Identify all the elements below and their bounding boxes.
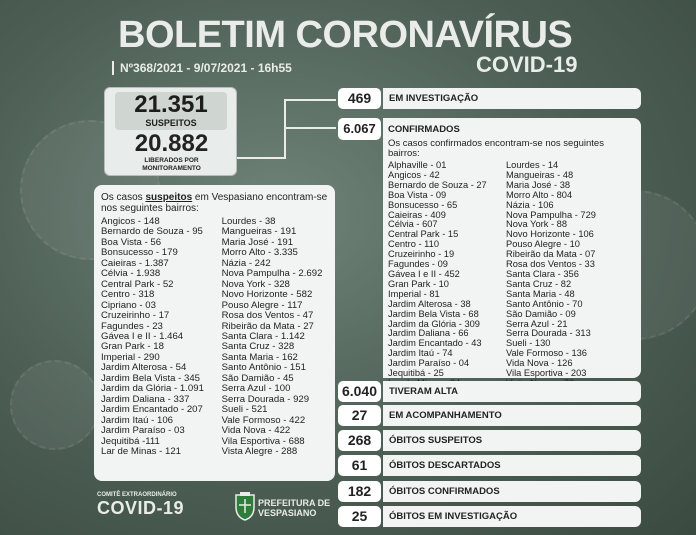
neighborhood-item: Centro - 110 [388, 239, 439, 250]
committee-logo [97, 492, 184, 519]
neighborhood-item: Boa Vista - 56 [101, 236, 162, 248]
neighborhood-item: Imperial - 81 [388, 288, 440, 299]
neighborhood-item: Alphaville - 01 [388, 160, 447, 170]
stat-label: ÓBITOS EM INVESTIGAÇÃO [383, 506, 641, 527]
stat-number: 182 [338, 481, 381, 502]
neighborhood-item: São Damião - 09 [506, 308, 576, 319]
confirmed-panel [383, 118, 641, 378]
intro-bold: suspeitos [145, 192, 193, 203]
neighborhood-item: Jequitibá -111 [101, 435, 160, 447]
neighborhood-item: Sueli - 130 [506, 338, 551, 349]
bulletin-info: Nº368/2021 - 9/07/2021 - 16h55 [112, 61, 292, 75]
neighborhood-item: Jardim Itaú - 106 [101, 414, 173, 426]
neighborhood-item: Jardim da Glória - 309 [388, 318, 480, 329]
neighborhood-item: Jardim Alterosa - 38 [388, 298, 471, 309]
neighborhood-item: Jardim Paraíso - 03 [101, 425, 185, 437]
neighborhood-item: Cruzeirinho - 19 [388, 249, 455, 260]
neighborhood-item: Mangueiras - 48 [506, 169, 574, 180]
neighborhood-item: Novo Horizonte - 582 [221, 289, 313, 301]
neighborhood-item: Jequitibá - 25 [388, 368, 444, 379]
neighborhood-item: Jardim Daliana - 66 [388, 328, 469, 339]
stat-number: 469 [338, 88, 381, 109]
suspects-box [115, 92, 227, 130]
neighborhood-item: Fagundes - 23 [101, 320, 163, 332]
confirmed-number: 6.067 [338, 118, 381, 140]
neighborhood-item: Vale Formoso - 136 [506, 348, 587, 359]
neighborhood-item: Jardim da Glória - 1.091 [101, 383, 204, 395]
neighborhood-item: Vida Nova - 422 [221, 425, 291, 437]
neighborhood-item: Lourdes - 38 [221, 216, 276, 227]
neighborhood-item: Maria José - 38 [506, 179, 571, 190]
neighborhood-item: Bernardo de Souza - 27 [388, 179, 487, 190]
neighborhood-item: Vista Alegre - 288 [221, 445, 298, 457]
neighborhood-item: Ribeirão da Mata - 27 [221, 320, 314, 332]
neighborhood-item: Angicos - 42 [388, 169, 440, 180]
neighborhood-item: Central Park - 15 [388, 229, 459, 240]
stat-number: 268 [338, 430, 381, 451]
neighborhood-item: Nova York - 88 [506, 219, 567, 230]
intro-text: em Vespasiano encontram-se nos seguintes bairros: [101, 192, 328, 214]
stat-label: ÓBITOS DESCARTADOS [383, 455, 641, 476]
neighborhood-item: Jardim Encantado - 207 [101, 404, 203, 416]
confirmed-section [338, 118, 605, 378]
suspects-panel [94, 185, 335, 481]
neighborhood-item: Rosa dos Ventos - 47 [221, 310, 314, 322]
neighborhood-item: Vila Esportiva - 688 [221, 435, 305, 447]
neighborhood-item: Centro - 318 [101, 289, 155, 301]
neighborhood-item: Vila Esportiva - 203 [506, 368, 587, 379]
prefeitura-line: PREFEITURA DE [258, 498, 331, 508]
neighborhood-item: Cruzeirinho - 17 [101, 310, 170, 322]
neighborhood-item: Novo Horizonte - 106 [506, 229, 594, 240]
neighborhood-item: Jardim Paraíso - 04 [388, 358, 470, 369]
neighborhood-item: Célvia - 607 [388, 219, 438, 230]
neighborhood-item: Jardim Itaú - 74 [388, 348, 453, 359]
neighborhood-item: Lar de Minas - 121 [101, 445, 181, 457]
intro-text: Os casos [101, 192, 146, 203]
neighborhood-item: Jardim Daliana - 337 [101, 393, 190, 405]
neighborhood-item: Santa Cruz - 82 [506, 278, 572, 289]
neighborhood-item: Boa Vista - 09 [388, 189, 447, 200]
neighborhood-item: Santa Clara - 356 [506, 268, 579, 279]
neighborhood-item: Názia - 106 [506, 199, 554, 210]
neighborhood-item: Mangueiras - 191 [221, 226, 297, 238]
neighborhood-item: São Damião - 45 [221, 372, 294, 384]
neighborhood-item: Vida Nova - 126 [506, 358, 573, 369]
neighborhood-item: Caieiras - 409 [388, 209, 446, 220]
confirmed-intro: Os casos confirmados encontram-se nos seguintes bairros: [388, 138, 604, 159]
neighborhood-item: Imperial - 290 [101, 351, 160, 363]
neighborhood-item: Bonsucesso - 179 [101, 247, 178, 259]
neighborhood-item: Gran Park - 18 [101, 341, 164, 353]
stat-number: 6.040 [338, 381, 381, 402]
stat-label: EM INVESTIGAÇÃO [383, 88, 641, 109]
stat-number: 27 [338, 405, 381, 426]
neighborhood-item: Central Park - 52 [101, 278, 174, 290]
neighborhood-item: Rosa dos Ventos - 33 [506, 259, 595, 270]
neighborhood-item: Serra Dourada - 929 [221, 393, 310, 405]
neighborhood-item: Fagundes - 09 [388, 259, 448, 270]
neighborhood-item: Morro Alto - 3.335 [221, 247, 298, 259]
neighborhood-item: Gávea I e II - 1.464 [101, 330, 184, 342]
stat-label: ÓBITOS CONFIRMADOS [383, 481, 641, 502]
suspects-intro [101, 192, 328, 214]
neighborhood-item: Cipriano - 03 [101, 299, 156, 311]
neighborhood-item: Santa Maria - 48 [506, 288, 575, 299]
neighborhood-item: Santa Maria - 162 [221, 351, 298, 363]
connector-line [237, 98, 336, 160]
summary-box [104, 87, 237, 176]
released-label-line: MONITORAMENTO [142, 165, 201, 172]
neighborhood-item: Santa Cruz - 328 [221, 341, 295, 353]
neighborhood-item: Ribeirão da Mata - 07 [506, 249, 596, 260]
neighborhood-item: Bonsucesso - 65 [388, 199, 458, 210]
neighborhood-item: Gran Park - 10 [388, 278, 449, 289]
neighborhood-item: Pouso Alegre - 10 [506, 239, 580, 250]
neighborhood-item: Jardim Bela Vista - 345 [101, 372, 201, 384]
prefeitura-line: VESPASIANO [258, 508, 317, 518]
stat-label: TIVERAM ALTA [383, 381, 641, 402]
virus-decoration [10, 360, 100, 450]
page-subtitle: COVID-19 [476, 52, 578, 77]
neighborhood-item: Vale Formoso - 422 [221, 414, 306, 426]
released-number: 20.882 [134, 130, 209, 157]
committee-label: COMITÊ EXTRAORDINÁRIO [97, 492, 177, 498]
neighborhood-item: Bernardo de Souza - 95 [101, 226, 203, 238]
neighborhood-item: Maria José - 191 [221, 236, 294, 248]
stat-label: ÓBITOS SUSPEITOS [383, 430, 641, 451]
stat-number: 61 [338, 455, 381, 476]
neighborhood-item: Nova Pampulha - 729 [506, 209, 596, 220]
neighborhood-item: Jardim Alterosa - 54 [101, 362, 187, 374]
released-label-line: LIBERADOS POR [144, 157, 199, 164]
prefeitura-logo [258, 498, 330, 518]
neighborhood-item: Nova York - 328 [221, 278, 290, 290]
neighborhood-item: Célvia - 1.938 [101, 268, 161, 280]
neighborhood-item: Serra Dourada - 313 [506, 328, 591, 339]
released-label [105, 157, 238, 173]
confirmed-list-right [506, 161, 636, 389]
committee-name: COVID-19 [97, 498, 185, 518]
confirmed-list-left [388, 161, 506, 389]
neighborhood-item: Názia - 242 [221, 257, 271, 269]
neighborhood-item: Sueli - 521 [221, 404, 268, 416]
neighborhood-item: Gávea I e II - 452 [388, 268, 460, 279]
neighborhood-item: Santo Antônio - 151 [221, 362, 306, 374]
neighborhood-item: Serra Azul - 21 [506, 318, 568, 329]
neighborhood-item: Lourdes - 14 [506, 160, 559, 170]
neighborhood-item: Jardim Encantado - 43 [388, 338, 482, 349]
stat-label: EM ACOMPANHAMENTO [383, 405, 641, 426]
page-title: BOLETIM CORONAVÍRUS [118, 14, 573, 56]
suspects-number: 21.351 [134, 91, 208, 118]
neighborhood-item: Angicos - 148 [101, 216, 160, 227]
suspects-label: SUSPEITOS [145, 118, 197, 128]
suspects-list-left [101, 217, 222, 457]
neighborhood-item: Serra Azul - 100 [221, 383, 291, 395]
neighborhood-item: Caieiras - 1.387 [101, 257, 169, 269]
confirmed-label: CONFIRMADOS [388, 124, 460, 135]
neighborhood-item: Pouso Alegre - 117 [221, 299, 303, 311]
neighborhood-item: Santa Clara - 1.142 [221, 330, 305, 342]
neighborhood-item: Santo Antônio - 70 [506, 298, 583, 309]
stat-number: 25 [338, 506, 381, 527]
suspects-list-right [222, 217, 328, 457]
neighborhood-item: Nova Pampulha - 2.692 [221, 268, 323, 280]
neighborhood-item: Morro Alto - 804 [506, 189, 573, 200]
city-crest-icon [234, 491, 256, 521]
neighborhood-item: Jardim Bela Vista - 68 [388, 308, 479, 319]
